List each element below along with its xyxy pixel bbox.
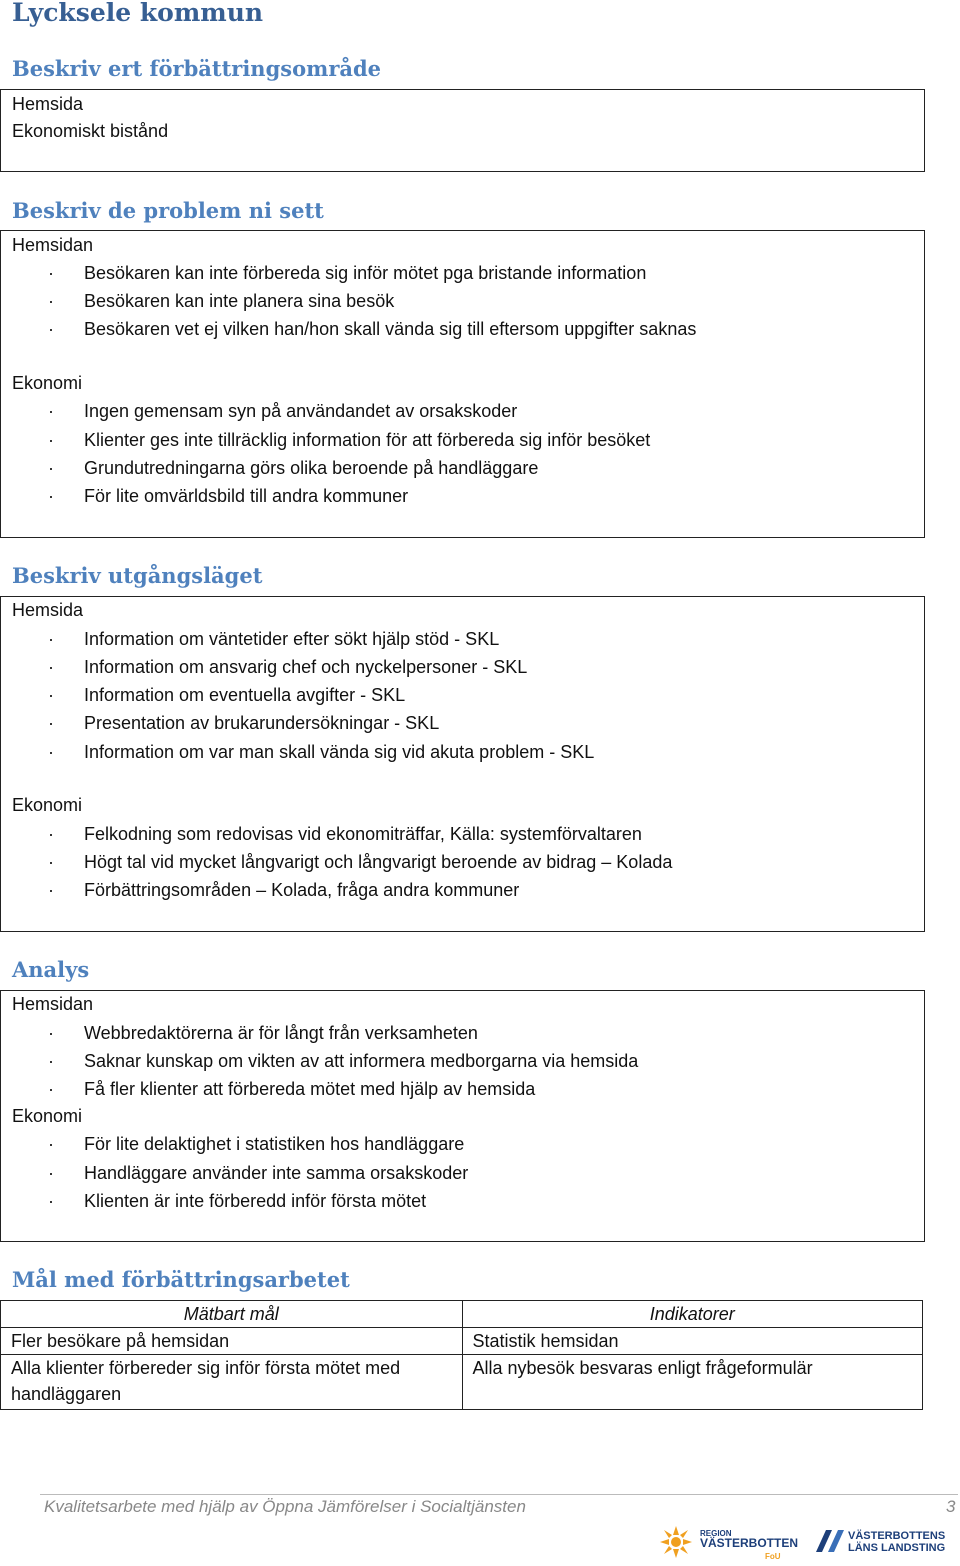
list-item: Information om väntetider efter sökt hjälp stöd - SKL [84,629,500,649]
group-label: Ekonomi [12,795,83,815]
bullet-icon: · [48,880,54,900]
column-header-goal: Mätbart mål [1,1301,463,1328]
group-label: Hemsidan [12,235,94,255]
bullet-icon: · [48,824,54,844]
indicator-cell: Alla nybesök besvaras enligt frågeformulär [462,1355,923,1410]
logo-line: FoU [765,1552,781,1561]
list-item: Högt tal vid mycket långvarigt och långvarigt beroende av bidrag – Kolada [84,852,673,872]
bullet-icon: · [48,685,54,705]
list-item: För lite omvärldsbild till andra kommuner [84,486,409,506]
group-label: Hemsida [12,600,84,620]
footer-divider [40,1494,958,1495]
bullet-icon: · [48,1163,54,1183]
bullet-icon: · [48,1191,54,1211]
logo-line: LÄNS LANDSTING [848,1542,946,1554]
bullet-icon: · [48,1134,54,1154]
column-header-indicator: Indikatorer [462,1301,923,1328]
region-vasterbotten-logo [660,1524,799,1561]
bullet-icon: · [48,263,54,283]
bullet-icon: · [48,1051,54,1071]
group-label: Hemsidan [12,994,94,1014]
group-label: Ekonomi [12,373,83,393]
bullet-icon: · [48,319,54,339]
table-header-row [1,1301,923,1328]
sun-icon [660,1526,692,1558]
list-item: Saknar kunskap om vikten av att informera medborgarna via hemsida [84,1051,639,1071]
footer-text: Kvalitetsarbete med hjälp av Öppna Jämförelser i Socialtjänsten [44,1497,526,1516]
list-item: Information om eventuella avgifter - SKL [84,685,406,705]
bullet-icon: · [48,657,54,677]
landsting-logo [816,1528,956,1558]
bullet-icon: · [48,1023,54,1043]
omrade-line: Hemsida [12,94,84,114]
bullet-icon: · [48,401,54,421]
heading-problem: Beskriv de problem ni sett [12,198,324,223]
list-item: Klienter ges inte tillräcklig information för att förbereda sig inför besöket [84,430,651,450]
page-number: 3 [946,1497,956,1516]
bullet-icon: · [48,713,54,733]
table-row [1,1355,923,1410]
logo-line: VÄSTERBOTTENS [848,1530,946,1542]
goals-table [0,1300,923,1410]
goal-cell: Alla klienter förbereder sig inför första mötet med handläggaren [1,1355,463,1410]
heading-utgangslaget: Beskriv utgångsläget [12,563,263,588]
list-item: Information om ansvarig chef och nyckelpersoner - SKL [84,657,528,677]
list-item: Handläggare använder inte samma orsakskoder [84,1163,469,1183]
landsting-emblem-icon [816,1530,844,1552]
list-item: Webbredaktörerna är för långt från verksamheten [84,1023,478,1043]
bullet-icon: · [48,291,54,311]
list-item: Förbättringsområden – Kolada, fråga andra kommuner [84,880,520,900]
page-title: Lycksele kommun [12,0,264,27]
list-item: Grundutredningarna görs olika beroende på handläggare [84,458,539,478]
indicator-cell: Statistik hemsidan [462,1328,923,1355]
bullet-icon: · [48,1079,54,1099]
group-label: Ekonomi [12,1106,83,1126]
bullet-icon: · [48,629,54,649]
list-item: Få fler klienter att förbereda mötet med hjälp av hemsida [84,1079,536,1099]
heading-mal: Mål med förbättringsarbetet [12,1267,350,1292]
omrade-line: Ekonomiskt bistånd [12,121,169,141]
list-item: För lite delaktighet i statistiken hos handläggare [84,1134,465,1154]
list-item: Presentation av brukarundersökningar - SKL [84,713,440,733]
list-item: Ingen gemensam syn på användandet av orsakskoder [84,401,518,421]
heading-analys: Analys [12,957,90,982]
list-item: Besökaren vet ej vilken han/hon skall vända sig till eftersom uppgifter saknas [84,319,697,339]
list-item: Felkodning som redovisas vid ekonomiträffar, Källa: systemförvaltaren [84,824,642,844]
bullet-icon: · [48,742,54,762]
list-item: Besökaren kan inte planera sina besök [84,291,395,311]
table-row [1,1328,923,1355]
goal-cell: Fler besökare på hemsidan [1,1328,463,1355]
bullet-icon: · [48,430,54,450]
logo-line: REGION [700,1529,732,1538]
logo-line: VÄSTERBOTTEN [700,1536,799,1550]
heading-forbattringsomrade: Beskriv ert förbättringsområde [12,56,382,81]
bullet-icon: · [48,486,54,506]
list-item: Information om var man skall vända sig vid akuta problem - SKL [84,742,595,762]
list-item: Klienten är inte förberedd inför första mötet [84,1191,427,1211]
list-item: Besökaren kan inte förbereda sig inför mötet pga bristande information [84,263,647,283]
bullet-icon: · [48,852,54,872]
bullet-icon: · [48,458,54,478]
